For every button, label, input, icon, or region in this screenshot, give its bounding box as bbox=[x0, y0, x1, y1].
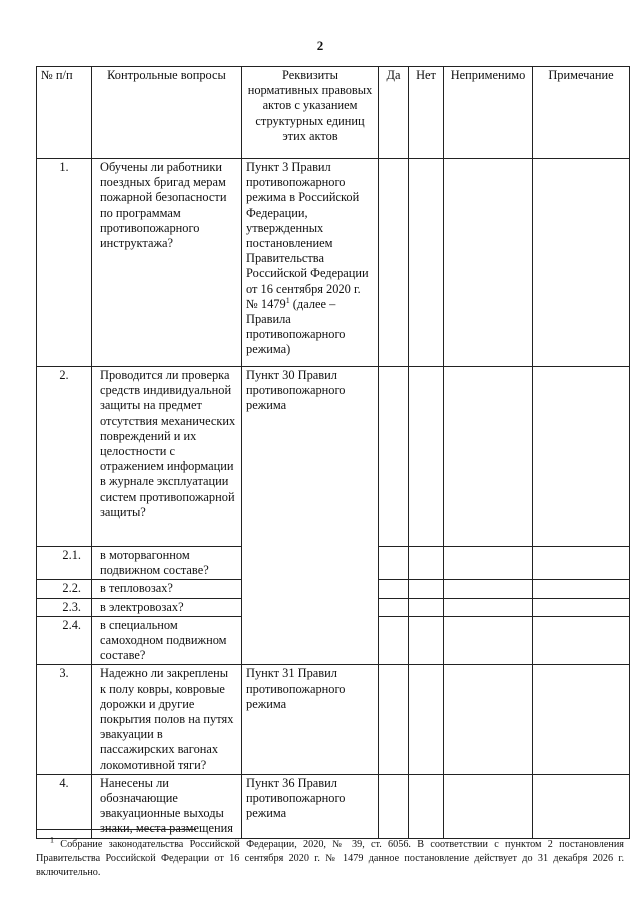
no-cell[interactable] bbox=[409, 367, 444, 547]
yes-cell[interactable] bbox=[379, 774, 409, 838]
row-question: Надежно ли закреплены к полу ковры, ковровые дорожки и другие покрытия полов на путях эвакуации в пассажирских вагонах локомотивной тяги? bbox=[92, 665, 242, 774]
yes-cell[interactable] bbox=[379, 159, 409, 367]
table-row bbox=[37, 665, 630, 774]
not-applicable-cell[interactable] bbox=[444, 367, 533, 547]
footnote-text: Собрание законодательства Российской Федерации, 2020, № 39, ст. 6056. В соответствии с пунктом 2 постановления Правительства Российской Федерации от 16 сентября 2020 г. № 1479 данное постановление действует до 31 декабря 2026 г. включительно. bbox=[36, 839, 624, 878]
footnote-ref: 1 bbox=[285, 295, 290, 305]
table-row bbox=[37, 367, 630, 547]
yes-cell[interactable] bbox=[379, 367, 409, 547]
row-number: 2.3. bbox=[37, 598, 92, 616]
not-applicable-cell[interactable] bbox=[444, 616, 533, 665]
header-yes: Да bbox=[379, 67, 409, 159]
note-cell[interactable] bbox=[533, 580, 630, 598]
row-number: 2.2. bbox=[37, 580, 92, 598]
no-cell[interactable] bbox=[409, 774, 444, 838]
requisite-text-continued: (далее – Правила противопожарного режима) bbox=[246, 296, 346, 357]
row-number: 1. bbox=[37, 159, 92, 367]
row-number: 2.1. bbox=[37, 547, 92, 580]
header-questions: Контрольные вопросы bbox=[92, 67, 242, 159]
note-cell[interactable] bbox=[533, 367, 630, 547]
not-applicable-cell[interactable] bbox=[444, 580, 533, 598]
row-question: Проводится ли проверка средств индивидуальной защиты на предмет отсутствия механических повреждений и их целостности с отражением информации в журнале эксплуатации систем противопожарной защиты? bbox=[92, 367, 242, 547]
row-requisite: Пункт 30 Правил противопожарного режима bbox=[242, 367, 379, 665]
row-question: Обучены ли работники поездных бригад мерам пожарной безопасности по программам противопожарного инструктажа? bbox=[92, 159, 242, 367]
no-cell[interactable] bbox=[409, 598, 444, 616]
row-number: 3. bbox=[37, 665, 92, 774]
table-row bbox=[37, 159, 630, 367]
no-cell[interactable] bbox=[409, 547, 444, 580]
header-note: Примечание bbox=[533, 67, 630, 159]
yes-cell[interactable] bbox=[379, 580, 409, 598]
row-question: в моторвагонном подвижном составе? bbox=[92, 547, 242, 580]
header-not-applicable: Неприменимо bbox=[444, 67, 533, 159]
row-number: 2. bbox=[37, 367, 92, 547]
note-cell[interactable] bbox=[533, 547, 630, 580]
header-requisites: Реквизиты нормативных правовых актов с указанием структурных единиц этих актов bbox=[242, 67, 379, 159]
row-requisite: Пункт 36 Правил противопожарного режима bbox=[242, 774, 379, 838]
yes-cell[interactable] bbox=[379, 665, 409, 774]
not-applicable-cell[interactable] bbox=[444, 598, 533, 616]
footnote bbox=[36, 835, 624, 880]
row-question: в тепловозах? bbox=[92, 580, 242, 598]
no-cell[interactable] bbox=[409, 665, 444, 774]
not-applicable-cell[interactable] bbox=[444, 159, 533, 367]
note-cell[interactable] bbox=[533, 616, 630, 665]
footnote-mark: 1 bbox=[50, 835, 54, 845]
requisite-text: Пункт 3 Правил противопожарного режима в Российской Федерации, утвержденных постановлением Правительства Российской Федерации от 16 сентября 2020 г. № 1479 bbox=[246, 160, 369, 311]
header-no: Нет bbox=[409, 67, 444, 159]
not-applicable-cell[interactable] bbox=[444, 774, 533, 838]
row-question: в специальном самоходном подвижном составе? bbox=[92, 616, 242, 665]
no-cell[interactable] bbox=[409, 580, 444, 598]
no-cell[interactable] bbox=[409, 159, 444, 367]
not-applicable-cell[interactable] bbox=[444, 665, 533, 774]
row-number: 2.4. bbox=[37, 616, 92, 665]
not-applicable-cell[interactable] bbox=[444, 547, 533, 580]
note-cell[interactable] bbox=[533, 159, 630, 367]
row-number: 4. bbox=[37, 774, 92, 838]
header-row bbox=[37, 67, 630, 159]
row-requisite bbox=[242, 159, 379, 367]
note-cell[interactable] bbox=[533, 665, 630, 774]
footnote-divider bbox=[36, 829, 196, 830]
yes-cell[interactable] bbox=[379, 598, 409, 616]
note-cell[interactable] bbox=[533, 598, 630, 616]
header-number: № п/п bbox=[37, 67, 92, 159]
yes-cell[interactable] bbox=[379, 547, 409, 580]
row-question: в электровозах? bbox=[92, 598, 242, 616]
checklist-table bbox=[36, 66, 630, 839]
no-cell[interactable] bbox=[409, 616, 444, 665]
note-cell[interactable] bbox=[533, 774, 630, 838]
row-question: Нанесены ли обозначающие эвакуационные выходы знаки, места размещения bbox=[92, 774, 242, 838]
row-requisite: Пункт 31 Правил противопожарного режима bbox=[242, 665, 379, 774]
page-number: 2 bbox=[316, 38, 324, 53]
yes-cell[interactable] bbox=[379, 616, 409, 665]
